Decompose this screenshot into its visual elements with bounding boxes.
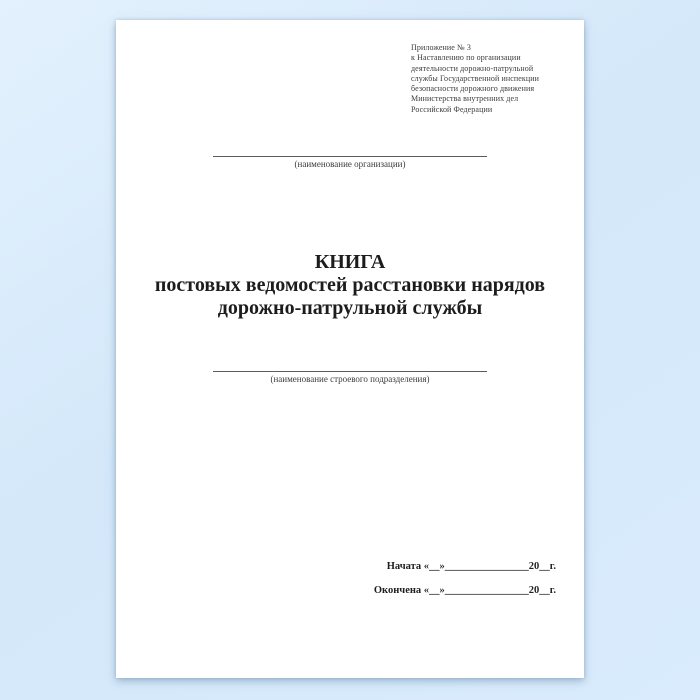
subdivision-name-field	[213, 371, 487, 384]
appendix-line: безопасности дорожного движения	[411, 84, 535, 94]
document-page	[116, 20, 584, 678]
appendix-line: Министерства внутренних дел	[411, 94, 519, 104]
document-title-line-3: дорожно-патрульной службы	[217, 297, 483, 319]
appendix-line: Российской Федерации	[411, 104, 493, 114]
appendix-line: к Наставлению по организации	[411, 53, 521, 63]
document-title-line-2: постовых ведомостей расстановки нарядов	[154, 274, 546, 296]
organization-blank-line	[213, 156, 487, 157]
organization-name-field	[213, 156, 487, 169]
document-title	[116, 251, 584, 320]
dates-block	[374, 560, 556, 597]
subdivision-blank-line	[213, 371, 487, 372]
appendix-line: деятельности дорожно-патрульной	[411, 63, 534, 73]
organization-field-caption: (наименование организации)	[294, 159, 406, 169]
appendix-line: службы Государственной инспекции	[411, 73, 540, 83]
document-title-line-1: КНИГА	[314, 251, 386, 273]
appendix-line: Приложение № 3	[411, 43, 471, 52]
appendix-reference-block	[411, 43, 576, 115]
date-started-row: Начата «__»________________20__г.	[386, 561, 556, 572]
subdivision-field-caption: (наименование строевого подразделения)	[270, 374, 430, 384]
date-finished-row: Окончена «__»________________20__г.	[373, 585, 556, 596]
